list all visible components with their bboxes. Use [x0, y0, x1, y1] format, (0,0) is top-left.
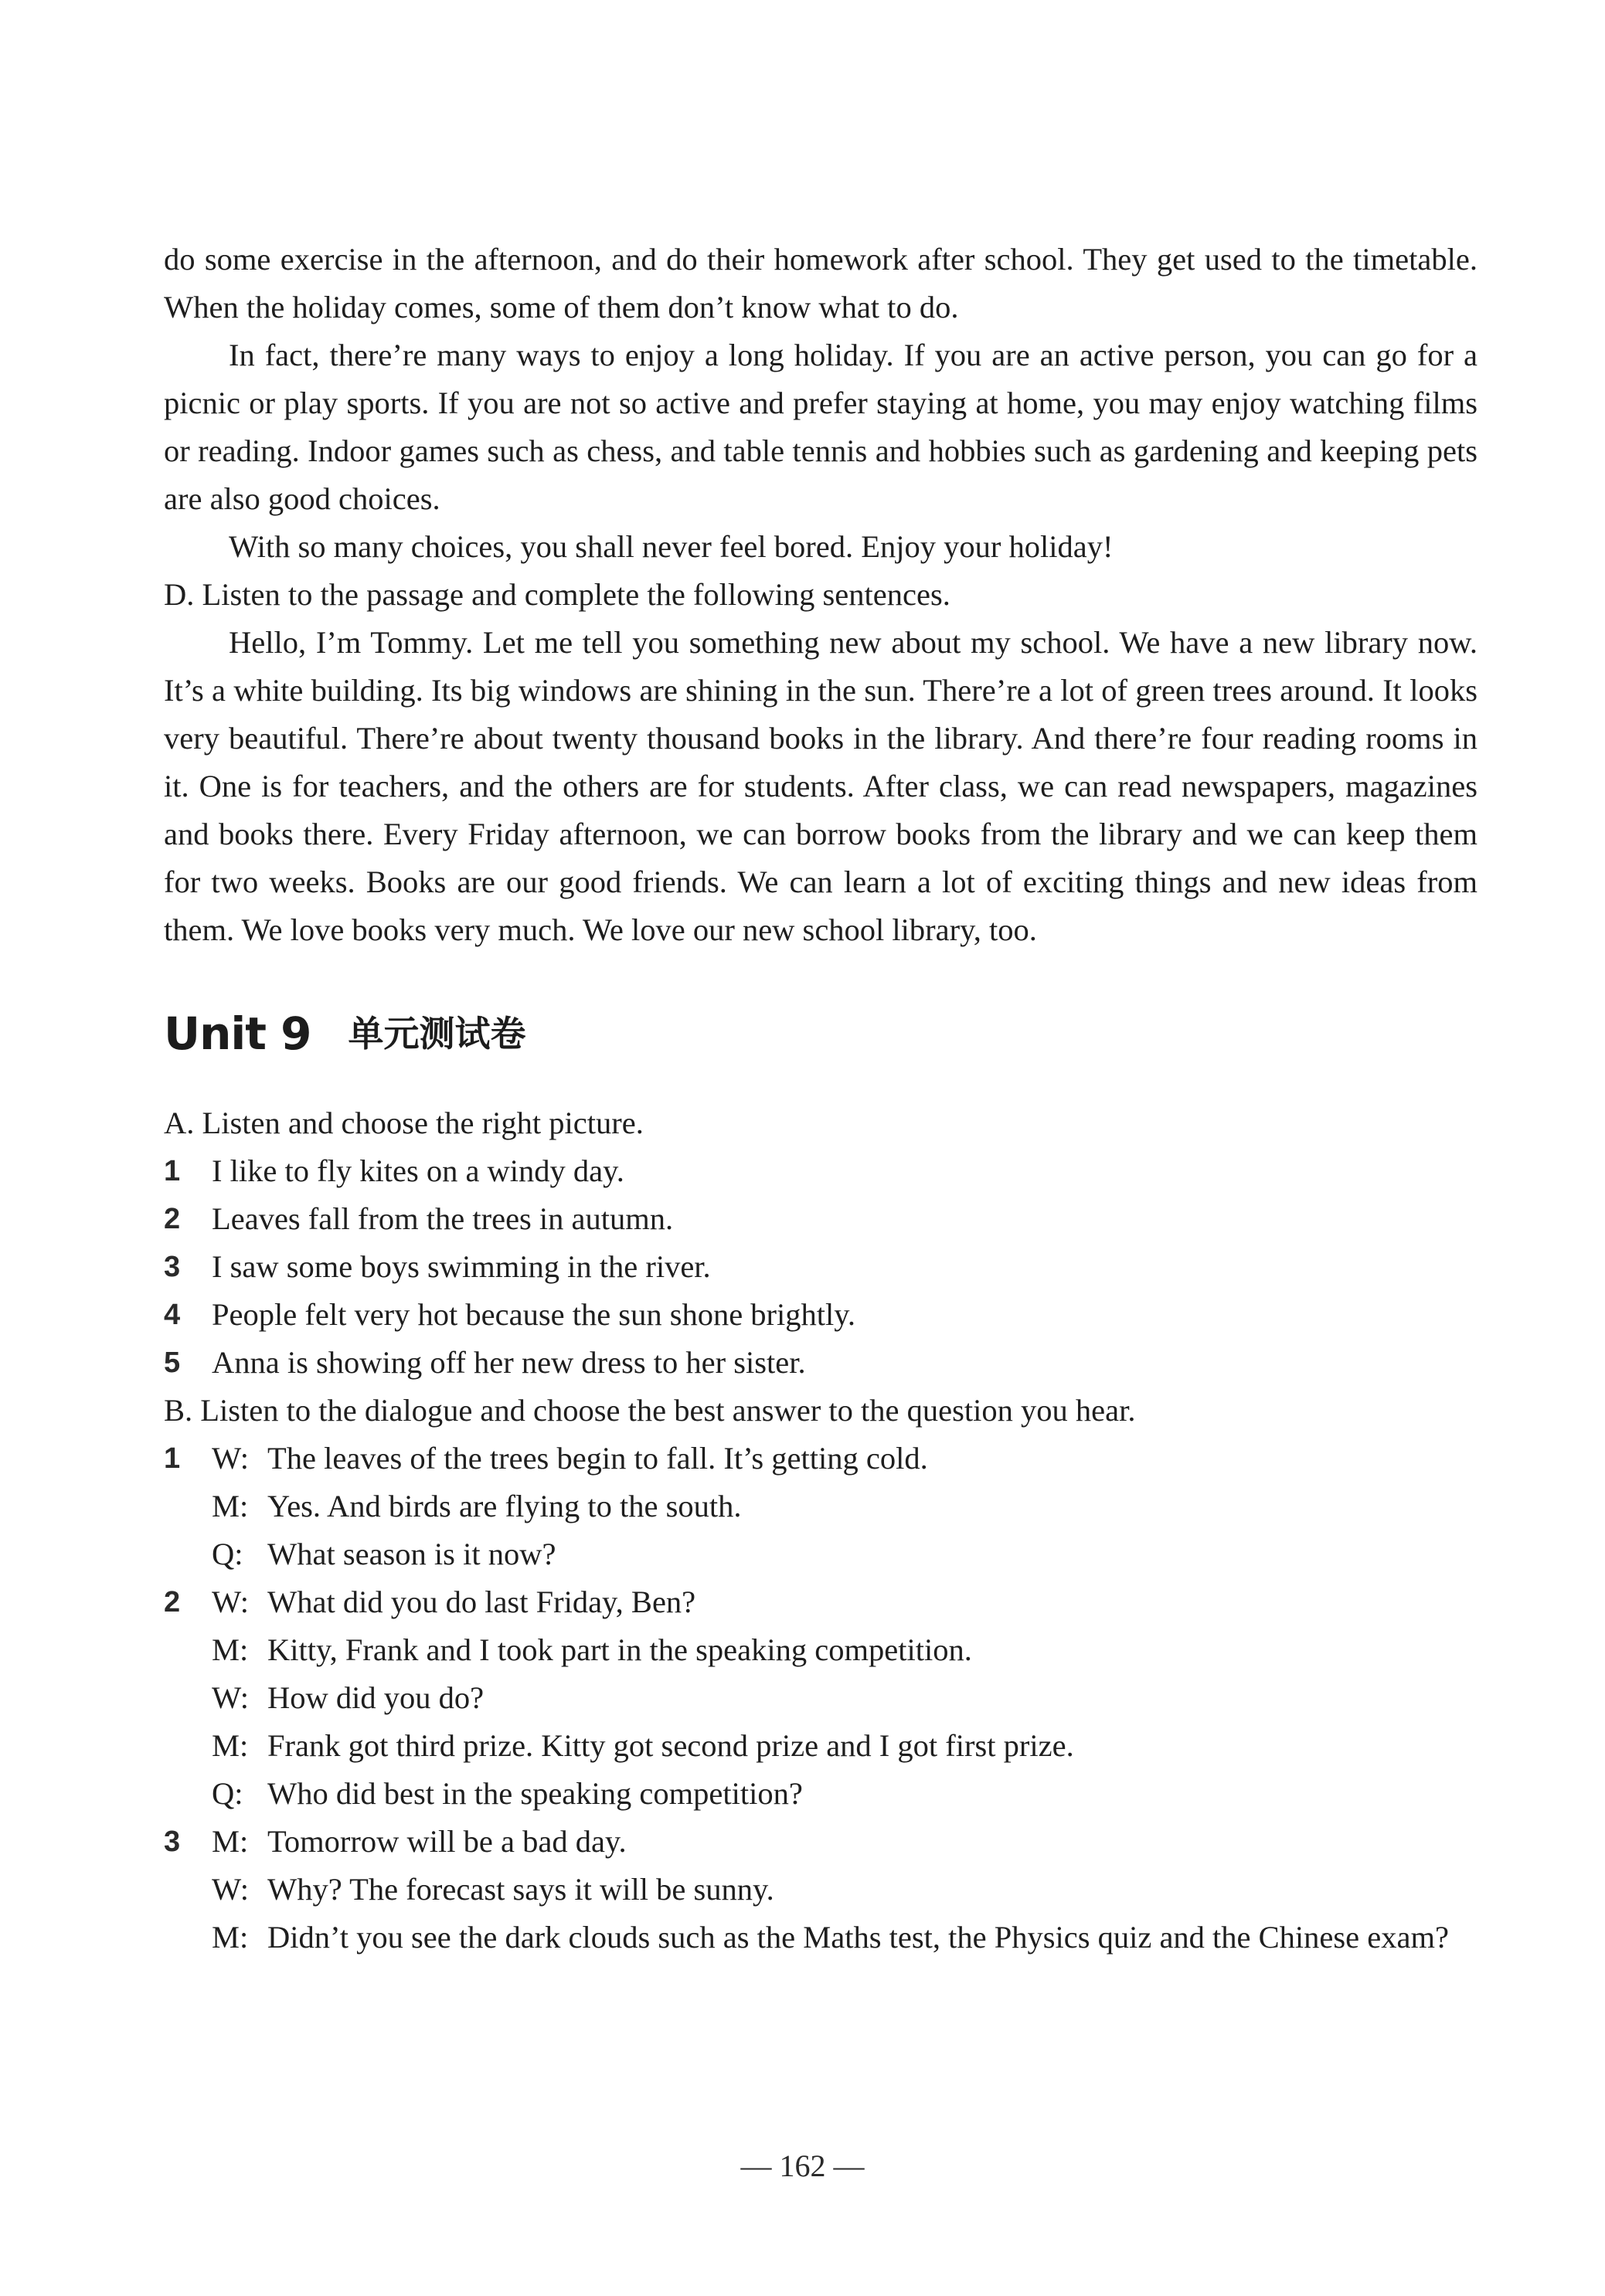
item-number: 5 — [164, 1347, 181, 1379]
speaker: Q: — [212, 1776, 243, 1811]
dialogue-line — [212, 1435, 1477, 1483]
item-number: 1 — [164, 1155, 181, 1187]
section-a-item — [164, 1195, 1477, 1243]
section-a-item — [164, 1243, 1477, 1291]
item-number: 3 — [164, 1251, 181, 1283]
dialogue-number: 3 — [164, 1826, 181, 1858]
dialogue-line — [212, 1914, 1477, 1961]
carryover-paragraph-1: do some exercise in the afternoon, and do their homework after school. They get used to the timetable. When the holiday comes, some of them don’t know what to do. — [164, 242, 1477, 324]
dialogue-lines — [212, 1818, 1477, 1961]
item-text: I saw some boys swimming in the river. — [212, 1249, 711, 1284]
carryover-paragraph-2: In fact, there’re many ways to enjoy a long holiday. If you are an active person, you can go for a picnic or play sports. If you are not so active and prefer staying at home, you may enjoy watching films or reading. Indoor games such as chess, and table tennis and hobbies such as gardening and keeping pets are also good choices. — [164, 338, 1477, 516]
unit-title: Unit 9 — [164, 1007, 311, 1060]
dialogue-lines — [212, 1578, 1477, 1818]
item-text: I like to fly kites on a windy day. — [212, 1153, 624, 1188]
speaker: Q: — [212, 1537, 243, 1571]
section-b-label: B. Listen to the dialogue and choose the best answer to the question you hear. — [164, 1393, 1136, 1428]
line-text: Why? The forecast says it will be sunny. — [267, 1872, 774, 1907]
line-text: Tomorrow will be a bad day. — [267, 1824, 627, 1859]
line-text: Didn’t you see the dark clouds such as the Maths test, the Physics quiz and the Chinese exam? — [267, 1920, 1449, 1955]
section-a-item — [164, 1339, 1477, 1387]
item-text: People felt very hot because the sun shone brightly. — [212, 1297, 856, 1332]
item-text: Anna is showing off her new dress to her sister. — [212, 1345, 806, 1380]
speaker: W: — [212, 1441, 249, 1476]
dialogue-number: 2 — [164, 1586, 181, 1618]
unit-heading — [164, 1008, 1477, 1059]
dialogue-lines — [212, 1435, 1477, 1578]
line-text: Frank got third prize. Kitty got second prize and I got first prize. — [267, 1728, 1074, 1763]
dialogue-line — [212, 1674, 1477, 1722]
dialogue-1 — [164, 1435, 1477, 1578]
item-number: 4 — [164, 1299, 181, 1331]
dialogue-line — [212, 1818, 1477, 1866]
line-text: How did you do? — [267, 1680, 485, 1715]
dialogue-number: 1 — [164, 1442, 181, 1475]
section-a-item — [164, 1291, 1477, 1339]
dialogue-line — [212, 1770, 1477, 1818]
dialogue-line — [212, 1530, 1477, 1578]
unit-subtitle: 单元测试卷 — [348, 1013, 526, 1055]
dialogue-line — [212, 1483, 1477, 1530]
page-content — [164, 236, 1477, 1961]
dialogue-2 — [164, 1578, 1477, 1818]
dialogue-line — [212, 1578, 1477, 1626]
dialogue-line — [212, 1866, 1477, 1914]
speaker: W: — [212, 1872, 249, 1907]
line-text: Kitty, Frank and I took part in the speaking competition. — [267, 1632, 972, 1667]
speaker: M: — [212, 1824, 249, 1859]
section-d-passage: Hello, I’m Tommy. Let me tell you something new about my school. We have a new library now. It’s a white building. Its big windows are shining in the sun. There’re a lot of green trees around. It looks very beautiful. There’re about twenty thousand books in the library. And there’re four reading rooms in it. One is for teachers, and the others are for students. After class, we can read newspapers, magazines and books there. Every Friday afternoon, we can borrow books from the library and we can keep them for two weeks. Books are our good friends. We can learn a lot of exciting things and new ideas from them. We love books very much. We love our new school library, too. — [164, 625, 1477, 947]
speaker: M: — [212, 1632, 249, 1667]
line-text: What season is it now? — [267, 1537, 556, 1571]
dialogue-3 — [164, 1818, 1477, 1961]
speaker: W: — [212, 1680, 249, 1715]
line-text: The leaves of the trees begin to fall. It’s getting cold. — [267, 1441, 928, 1476]
speaker: M: — [212, 1489, 249, 1523]
section-a-label: A. Listen and choose the right picture. — [164, 1106, 644, 1140]
section-d-label: D. Listen to the passage and complete the following sentences. — [164, 577, 950, 612]
dialogue-line — [212, 1626, 1477, 1674]
dialogue-line — [212, 1722, 1477, 1770]
speaker: M: — [212, 1920, 249, 1955]
line-text: Yes. And birds are flying to the south. — [267, 1489, 742, 1523]
speaker: M: — [212, 1728, 249, 1763]
item-text: Leaves fall from the trees in autumn. — [212, 1201, 674, 1236]
line-text: Who did best in the speaking competition? — [267, 1776, 803, 1811]
item-number: 2 — [164, 1203, 181, 1235]
line-text: What did you do last Friday, Ben? — [267, 1584, 696, 1619]
carryover-paragraph-3: With so many choices, you shall never feel bored. Enjoy your holiday! — [229, 529, 1114, 564]
page-number: — 162 — — [740, 2148, 865, 2183]
speaker: W: — [212, 1584, 249, 1619]
section-a-item — [164, 1147, 1477, 1195]
